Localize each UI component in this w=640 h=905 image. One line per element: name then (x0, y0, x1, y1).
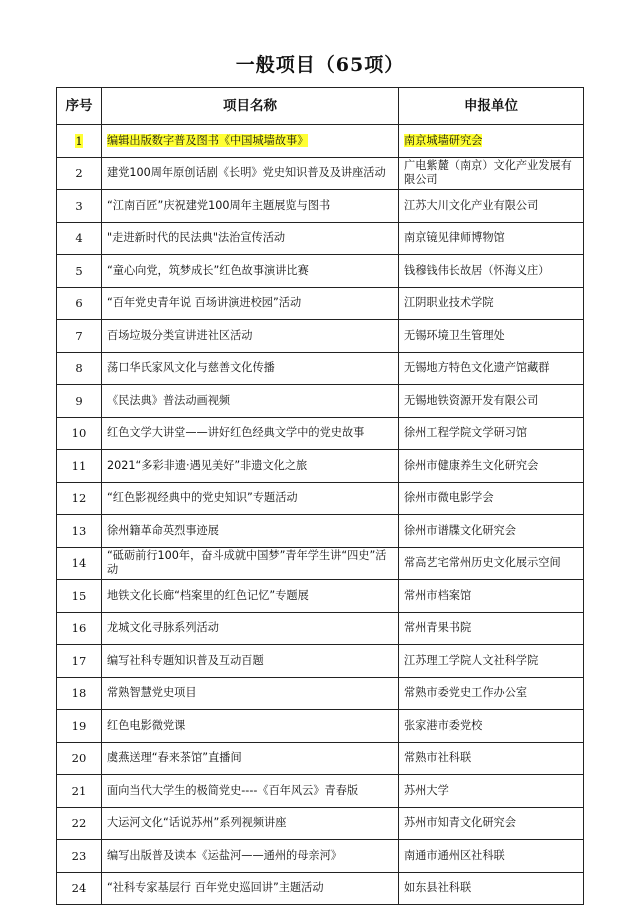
table-row (57, 482, 584, 515)
applicant-unit: 苏州大学 (404, 783, 449, 797)
project-name: 红色电影微党课 (107, 718, 186, 732)
row-index-cell (57, 872, 102, 905)
row-index: 11 (71, 458, 87, 473)
applicant-unit-cell (399, 482, 584, 515)
row-index: 2 (75, 166, 83, 181)
project-name: “童心向党，筑梦成长”红色故事演讲比赛 (107, 263, 309, 277)
table-row (57, 580, 584, 613)
row-index-cell (57, 450, 102, 483)
applicant-unit-cell (399, 515, 584, 548)
project-name-cell (102, 417, 399, 450)
row-index: 15 (71, 588, 87, 603)
project-name: 大运河文化“话说苏州”系列视频讲座 (107, 816, 287, 830)
project-name-cell (102, 385, 399, 418)
applicant-unit: 徐州市谱牒文化研究会 (404, 523, 516, 537)
project-name-cell (102, 807, 399, 840)
row-index: 21 (71, 783, 87, 798)
applicant-unit-cell (399, 222, 584, 255)
row-index-cell (57, 515, 102, 548)
project-name: 编写社科专题知识普及互动百题 (107, 653, 264, 667)
project-name: “百年党史青年说 百场讲演进校园”活动 (107, 296, 302, 310)
project-name: 虞燕送理“春来茶馆”直播间 (107, 751, 242, 765)
row-index: 20 (71, 751, 87, 766)
table-row (57, 547, 584, 580)
table-row (57, 287, 584, 320)
project-name-cell (102, 190, 399, 223)
project-name: 龙城文化寻脉系列活动 (107, 621, 219, 635)
applicant-unit: 无锡环境卫生管理处 (404, 328, 505, 342)
row-index-cell (57, 417, 102, 450)
table-row (57, 125, 584, 158)
applicant-unit-cell (399, 417, 584, 450)
row-index-cell (57, 125, 102, 158)
applicant-unit-cell (399, 677, 584, 710)
row-index: 23 (71, 848, 87, 863)
applicant-unit: 广电紫麓（南京）文化产业发展有限公司 (404, 159, 572, 187)
applicant-unit: 张家港市委党校 (404, 718, 483, 732)
project-name: 徐州籍革命英烈事迹展 (107, 523, 219, 537)
project-name-cell (102, 775, 399, 808)
applicant-unit: 徐州工程学院文学研习馆 (404, 426, 528, 440)
applicant-unit: 无锡地方特色文化遗产馆藏群 (404, 361, 550, 375)
row-index: 18 (71, 686, 87, 701)
project-name: 荡口华氏家风文化与慈善文化传播 (107, 361, 275, 375)
applicant-unit: 江苏理工学院人文社科学院 (404, 653, 539, 667)
header-applicant-unit: 申报单位 (399, 88, 584, 125)
row-index-cell (57, 807, 102, 840)
row-index: 17 (71, 653, 87, 668)
row-index-cell (57, 612, 102, 645)
applicant-unit: 南京城墙研究会 (404, 133, 483, 147)
applicant-unit-cell (399, 320, 584, 353)
applicant-unit-cell (399, 580, 584, 613)
project-table (56, 87, 584, 905)
applicant-unit-cell (399, 840, 584, 873)
table-row (57, 417, 584, 450)
row-index-cell (57, 352, 102, 385)
applicant-unit-cell (399, 190, 584, 223)
row-index: 3 (75, 198, 83, 213)
row-index-cell (57, 385, 102, 418)
project-name-cell (102, 287, 399, 320)
applicant-unit: 徐州市微电影学会 (404, 491, 494, 505)
table-row (57, 255, 584, 288)
project-name: "走进新时代的民法典"法治宣传活动 (107, 231, 286, 245)
row-index: 8 (75, 361, 83, 376)
project-name: “社科专家基层行 百年党史巡回讲”主题活动 (107, 881, 324, 895)
project-name-cell (102, 612, 399, 645)
project-name-cell (102, 352, 399, 385)
row-index-cell (57, 742, 102, 775)
applicant-unit: 南京镜见律师博物馆 (404, 231, 505, 245)
header-index: 序号 (57, 88, 102, 125)
row-index: 16 (71, 621, 87, 636)
project-name-cell (102, 840, 399, 873)
project-name: 百场垃圾分类宣讲进社区活动 (107, 328, 253, 342)
project-name-cell (102, 515, 399, 548)
applicant-unit-cell (399, 547, 584, 580)
applicant-unit-cell (399, 255, 584, 288)
applicant-unit: 如东县社科联 (404, 881, 472, 895)
table-row (57, 320, 584, 353)
project-name-cell (102, 677, 399, 710)
row-index: 24 (71, 881, 87, 896)
project-name-cell (102, 645, 399, 678)
row-index-cell (57, 547, 102, 580)
row-index-cell (57, 255, 102, 288)
table-row (57, 742, 584, 775)
table-row (57, 385, 584, 418)
table-row (57, 840, 584, 873)
project-name: 红色文学大讲堂——讲好红色经典文学中的党史故事 (107, 426, 365, 440)
table-row (57, 157, 584, 190)
row-index: 13 (71, 523, 87, 538)
project-name: 面向当代大学生的极简党史----《百年风云》青春版 (107, 783, 359, 797)
applicant-unit: 苏州市知青文化研究会 (404, 816, 516, 830)
project-name-cell (102, 157, 399, 190)
row-index: 22 (71, 816, 87, 831)
table-row (57, 677, 584, 710)
applicant-unit-cell (399, 352, 584, 385)
applicant-unit: 常熟市委党史工作办公室 (404, 686, 528, 700)
project-name-cell (102, 222, 399, 255)
project-name: 编辑出版数字普及图书《中国城墙故事》 (107, 133, 309, 147)
row-index-cell (57, 482, 102, 515)
row-index-cell (57, 775, 102, 808)
project-name-cell (102, 320, 399, 353)
header-project-name: 项目名称 (102, 88, 399, 125)
page-title: 一般项目（65项） (235, 54, 405, 76)
project-name-cell (102, 547, 399, 580)
table-row (57, 872, 584, 905)
table-row (57, 352, 584, 385)
project-name: 建党100周年原创话剧《长明》党史知识普及及讲座活动 (107, 166, 386, 180)
applicant-unit-cell (399, 125, 584, 158)
table-row (57, 807, 584, 840)
applicant-unit: 江阴职业技术学院 (404, 296, 494, 310)
project-name-cell (102, 580, 399, 613)
applicant-unit-cell (399, 775, 584, 808)
table-row (57, 645, 584, 678)
applicant-unit: 无锡地铁资源开发有限公司 (404, 393, 539, 407)
applicant-unit-cell (399, 872, 584, 905)
project-name: “红色影视经典中的党史知识”专题活动 (107, 491, 298, 505)
row-index-cell (57, 840, 102, 873)
table-body (57, 125, 584, 905)
row-index: 10 (71, 426, 87, 441)
project-name: 《民法典》普法动画视频 (107, 393, 231, 407)
row-index: 19 (71, 718, 87, 733)
applicant-unit-cell (399, 742, 584, 775)
project-name-cell (102, 872, 399, 905)
row-index: 9 (75, 393, 83, 408)
table-row (57, 775, 584, 808)
row-index-cell (57, 580, 102, 613)
row-index-cell (57, 190, 102, 223)
row-index-cell (57, 157, 102, 190)
project-name-cell (102, 255, 399, 288)
project-name-cell (102, 742, 399, 775)
applicant-unit: 常州市档案馆 (404, 588, 472, 602)
applicant-unit-cell (399, 157, 584, 190)
applicant-unit-cell (399, 645, 584, 678)
row-index-cell (57, 677, 102, 710)
project-name: “江南百匠”庆祝建党100周年主题展览与图书 (107, 198, 331, 212)
row-index-cell (57, 222, 102, 255)
applicant-unit: 南通市通州区社科联 (404, 848, 505, 862)
applicant-unit-cell (399, 807, 584, 840)
applicant-unit-cell (399, 612, 584, 645)
row-index-cell (57, 710, 102, 743)
table-row (57, 515, 584, 548)
applicant-unit-cell (399, 385, 584, 418)
applicant-unit: 徐州市健康养生文化研究会 (404, 458, 539, 472)
row-index: 1 (75, 133, 83, 148)
table-row (57, 612, 584, 645)
applicant-unit: 江苏大川文化产业有限公司 (404, 198, 539, 212)
project-name: “砥砺前行100年，奋斗成就中国梦”青年学生讲“四史”活动 (107, 549, 387, 577)
project-name: 地铁文化长廊“档案里的红色记忆”专题展 (107, 588, 309, 602)
applicant-unit-cell (399, 450, 584, 483)
applicant-unit-cell (399, 710, 584, 743)
project-name-cell (102, 450, 399, 483)
project-name-cell (102, 125, 399, 158)
table-header-row (57, 88, 584, 125)
row-index: 12 (71, 491, 87, 506)
applicant-unit: 常州青果书院 (404, 621, 472, 635)
row-index-cell (57, 645, 102, 678)
table-row (57, 450, 584, 483)
project-name: 常熟智慧党史项目 (107, 686, 197, 700)
table-row (57, 222, 584, 255)
applicant-unit-cell (399, 287, 584, 320)
table-row (57, 710, 584, 743)
row-index: 14 (71, 556, 87, 571)
project-name: 编写出版普及读本《运盐河——通州的母亲河》 (107, 848, 342, 862)
table-row (57, 190, 584, 223)
row-index: 4 (75, 231, 83, 246)
project-name: 2021“多彩非遗·遇见美好”非遗文化之旅 (107, 458, 308, 472)
row-index: 6 (75, 296, 83, 311)
applicant-unit: 常高艺宅常州历史文化展示空间 (404, 556, 561, 570)
row-index-cell (57, 287, 102, 320)
row-index: 7 (75, 328, 83, 343)
row-index: 5 (75, 263, 83, 278)
applicant-unit: 钱穆钱伟长故居（怀海义庄） (404, 263, 550, 277)
project-name-cell (102, 482, 399, 515)
row-index-cell (57, 320, 102, 353)
applicant-unit: 常熟市社科联 (404, 751, 472, 765)
project-name-cell (102, 710, 399, 743)
